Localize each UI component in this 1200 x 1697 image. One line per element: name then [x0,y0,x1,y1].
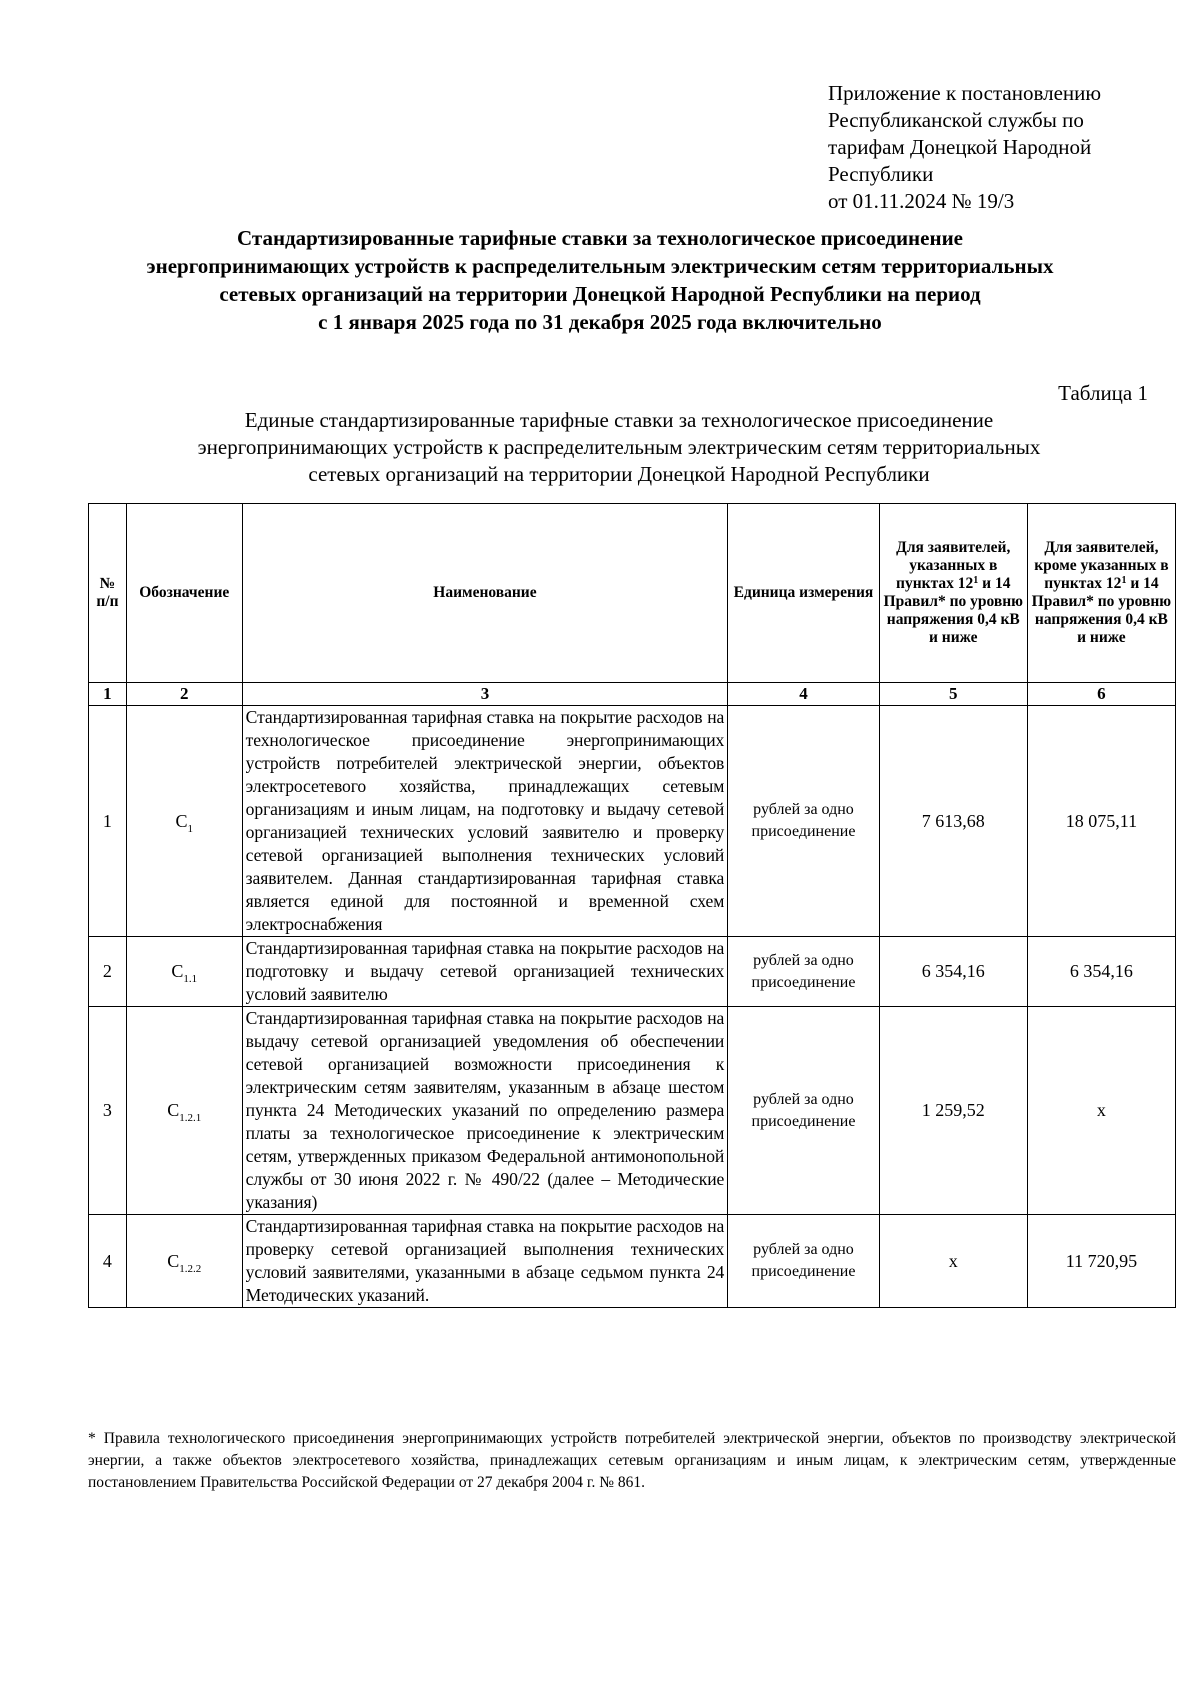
caption-line: энергопринимающих устройств к распределительным электрическим сетям территориальных [197,435,1041,459]
row-unit: рублей за одно присоединение [728,706,879,937]
caption-line: Единые стандартизированные тарифные ставки за технологическое присоединение [244,408,994,432]
title-line: Стандартизированные тарифные ставки за технологическое присоединение [236,226,964,250]
row-value-col5: 6 354,16 [879,937,1027,1007]
column-number: 3 [242,683,728,706]
row-num: 2 [89,937,127,1007]
row-value-col6: х [1027,1007,1175,1215]
footnote: * Правила технологического присоединения энергопринимающих устройств потребителей электрической энергии, объектов по производству электрической энергии, а также объектов электросетевого хозяйства, принадлежащих сетевым организациям и иным лицам, к электрическим сетям, утвержденные постановлением Правительства Российской Федерации от 27 декабря 2004 г. № 861. [88,1430,1176,1491]
header-name: Наименование [242,504,728,683]
row-code-base: С [171,961,184,981]
row-name: Стандартизированная тарифная ставка на покрытие расходов на проверку сетевой организацией выполнения технических условий заявителями, указанными в абзаце седьмом пункта 24 Методических указаний. [242,1215,728,1308]
appendix-line: тарифам Донецкой Народной [828,135,1092,159]
column-number: 5 [879,683,1027,706]
row-name: Стандартизированная тарифная ставка на покрытие расходов на выдачу сетевой организацией уведомления об обеспечении сетевой организацией возможности присоединения к электрическим сетям заявителям, указанным в абзаце шестом пункта 24 Методических указаний по определению размера платы за технологическое присоединение к электрическим сетям, утвержденных приказом Федеральной антимонопольной службы от 30 июня 2022 г. № 490/22 (далее – Методические указания) [242,1007,728,1215]
row-unit: рублей за одно присоединение [728,1215,879,1308]
column-number: 6 [1027,683,1175,706]
row-code-sub: 1.2.2 [179,1262,202,1275]
header-col5 [879,504,1027,683]
header-col6-text-rest: и 14 Правил* по уровню напряжения 0,4 кВ и ниже [1031,575,1172,646]
column-number: 2 [126,683,242,706]
appendix-line: от 01.11.2024 № 19/3 [828,189,1015,213]
appendix-line: Приложение к постановлению [828,81,1102,105]
row-code [126,1007,242,1215]
row-code [126,1215,242,1308]
table-row [89,1215,1176,1308]
table-caption [60,407,1178,488]
header-col5-sup: 1 [973,575,979,586]
header-unit: Единица измерения [728,504,879,683]
row-code [126,706,242,937]
row-num: 3 [89,1007,127,1215]
row-code-base: С [175,810,188,831]
column-number-row [89,683,1176,706]
document-title [60,224,1140,336]
table-row [89,706,1176,937]
table-row [89,937,1176,1007]
title-line: энергопринимающих устройств к распределительным электрическим сетям территориальных [146,254,1054,278]
row-name: Стандартизированная тарифная ставка на покрытие расходов на подготовку и выдачу сетевой организацией технических условий заявителю [242,937,728,1007]
header-col5-text: Для заявителей, указанных в пунктах 12 [896,539,1011,592]
column-number: 4 [728,683,879,706]
row-value-col6: 18 075,11 [1027,706,1175,937]
row-code-base: С [167,1250,180,1271]
header-col6-sup: 1 [1121,575,1127,586]
row-value-col6: 6 354,16 [1027,937,1175,1007]
table-row [89,1007,1176,1215]
row-code [126,937,242,1007]
title-line: с 1 января 2025 года по 31 декабря 2025 года включительно [318,310,882,334]
table-header-row [89,504,1176,683]
tariff-rates-table [88,503,1176,1308]
appendix-reference [828,80,1168,215]
appendix-line: Республики [828,162,934,186]
table-label: Таблица 1 [1058,381,1148,405]
column-number: 1 [89,683,127,706]
row-unit: рублей за одно присоединение [728,1007,879,1215]
row-code-sub: 1.2.1 [179,1112,202,1124]
caption-line: сетевых организаций на территории Донецкой Народной Республики [308,462,930,486]
row-num: 4 [89,1215,127,1308]
header-col6 [1027,504,1175,683]
row-num: 1 [89,706,127,937]
title-line: сетевых организаций на территории Донецкой Народной Республики на период [219,282,981,306]
header-num: № п/п [89,504,127,683]
row-code-base: С [167,1100,180,1120]
row-code-sub: 1.1 [183,973,198,985]
header-code: Обозначение [126,504,242,683]
row-unit: рублей за одно присоединение [728,937,879,1007]
row-value-col5: х [879,1215,1027,1308]
header-col6-text: Для заявителей, кроме указанных в пунктах 12 [1034,539,1169,592]
row-code-sub: 1 [187,822,194,835]
row-value-col6: 11 720,95 [1027,1215,1175,1308]
appendix-line: Республиканской службы по [828,108,1084,132]
row-value-col5: 1 259,52 [879,1007,1027,1215]
header-col5-text-rest: и 14 Правил* по уровню напряжения 0,4 кВ и ниже [883,575,1024,646]
row-name: Стандартизированная тарифная ставка на покрытие расходов на технологическое присоединение энергопринимающих устройств потребителей электрической энергии, объектов электросетевого хозяйства, принадлежащих сетевым организациям и иным лицам, на подготовку и выдачу сетевой организацией технических условий заявителю и проверку сетевой организацией выполнения технических условий заявителем. Данная стандартизированная тарифная ставка является единой для постоянной и временной схем электроснабжения [242,706,728,937]
row-value-col5: 7 613,68 [879,706,1027,937]
